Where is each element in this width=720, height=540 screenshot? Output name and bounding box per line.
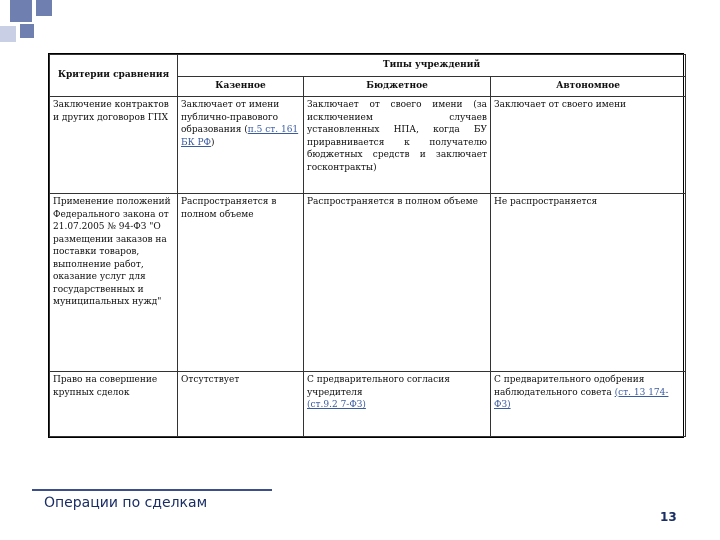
page-number: 13 — [660, 510, 677, 524]
row-criterion: Заключение контрактов и других договоров ГПХ — [50, 97, 178, 194]
corner-decoration — [36, 0, 52, 16]
corner-decoration — [0, 26, 16, 42]
header-criteria: Критерии сравнения — [50, 55, 178, 97]
cell-avtonomnoe: С предварительного одобрения наблюдательного совета (ст. 13 174-ФЗ) — [491, 372, 686, 437]
law-reference-link[interactable]: п.5 ст. 161 БК РФ — [181, 125, 299, 148]
cell-kazennoe: Заключает от имени публично-правового образования (п.5 ст. 161 БК РФ) — [178, 97, 304, 194]
slide-title: Операции по сделкам — [44, 495, 208, 511]
table-row — [50, 194, 686, 372]
table-row — [50, 97, 686, 194]
comparison-table — [48, 53, 684, 438]
law-reference-link[interactable]: (ст. 13 174-ФЗ) — [494, 387, 669, 410]
cell-avtonomnoe: Заключает от своего имени — [491, 97, 686, 194]
cell-byudzhetnoe: Заключает от своего имени (за исключением случаев установленных НПА, когда БУ приравнивается к получателю бюджетных средств и заключает госконтракты) — [304, 97, 491, 194]
header-avtonomnoe: Автономное — [491, 77, 686, 97]
header-types-group: Типы учреждений — [178, 55, 686, 77]
cell-byudzhetnoe: С предварительного согласия учредителя (ст.9.2 7-ФЗ) — [304, 372, 491, 437]
row-criterion: Применение положений Федерального закона от 21.07.2005 № 94-ФЗ "О размещении заказов на поставки товаров, выполнение работ, оказание услуг для государственных и муниципальных нужд" — [50, 194, 178, 372]
law-reference-link[interactable]: (ст.9.2 7-ФЗ) — [307, 400, 366, 410]
cell-kazennoe: Распространяется в полном объеме — [178, 194, 304, 372]
row-criterion: Право на совершение крупных сделок — [50, 372, 178, 437]
cell-avtonomnoe: Не распространяется — [491, 194, 686, 372]
corner-decoration — [20, 24, 34, 38]
header-byudzhetnoe: Бюджетное — [304, 77, 491, 97]
cell-byudzhetnoe: Распространяется в полном объеме — [304, 194, 491, 372]
footer-divider — [32, 489, 272, 491]
header-kazennoe: Казенное — [178, 77, 304, 97]
cell-kazennoe: Отсутствует — [178, 372, 304, 437]
corner-decoration — [10, 0, 32, 22]
table-row — [50, 372, 686, 437]
